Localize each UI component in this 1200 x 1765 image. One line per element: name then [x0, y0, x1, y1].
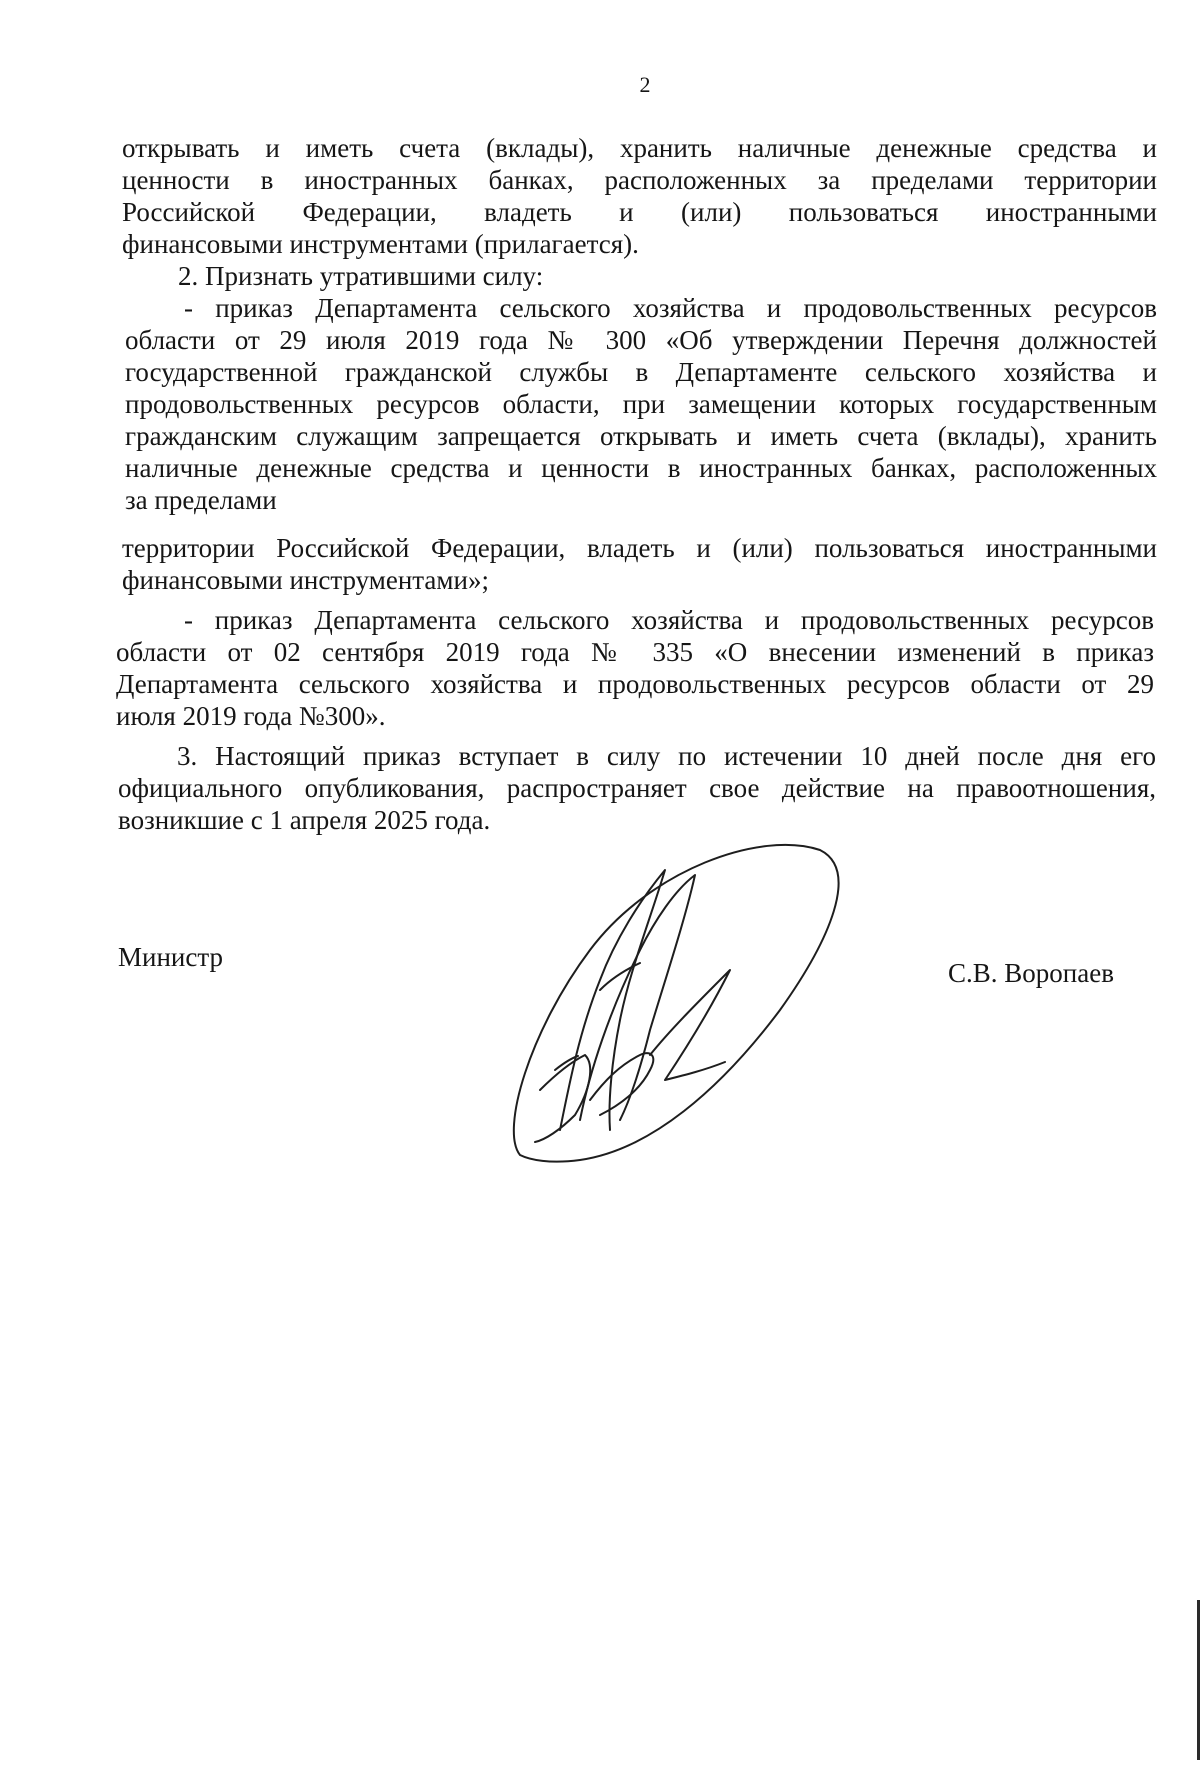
item-2-bullet-1-line-8: территории Российской Федерации, владеть и (или) пользоваться иностранными — [122, 533, 1157, 563]
item-2-bullet-1-line-3: государственной гражданской службы в Департаменте сельского хозяйства и — [125, 357, 1157, 387]
item-3-line-1: 3. Настоящий приказ вступает в силу по истечении 10 дней после дня его — [177, 741, 1156, 771]
paragraph-1-line-1: открывать и иметь счета (вклады), хранить наличные денежные средства и — [122, 133, 1157, 163]
handwritten-signature — [500, 830, 860, 1170]
paragraph-1-line-4: финансовыми инструментами (прилагается). — [122, 229, 639, 259]
item-2-bullet-1-line-7: за пределами — [125, 485, 277, 515]
item-2-bullet-2-line-4: июля 2019 года №300». — [116, 701, 386, 731]
item-2-bullet-1-line-5: гражданским служащим запрещается открывать и иметь счета (вклады), хранить — [125, 421, 1157, 451]
item-2-bullet-1-line-9: финансовыми инструментами»; — [122, 565, 489, 595]
item-2-bullet-1-line-6: наличные денежные средства и ценности в иностранных банках, расположенных — [125, 453, 1157, 483]
item-2-bullet-1-line-2: области от 29 июля 2019 года № 300 «Об утверждении Перечня должностей — [125, 325, 1157, 355]
item-3-line-2: официального опубликования, распространяет свое действие на правоотношения, — [118, 773, 1156, 803]
paragraph-1-line-3: Российской Федерации, владеть и (или) пользоваться иностранными — [122, 197, 1157, 227]
signer-position-title: Министр — [118, 942, 223, 972]
item-2-heading: 2. Признать утратившими силу: — [178, 261, 544, 291]
item-2-bullet-1-line-4: продовольственных ресурсов области, при замещении которых государственным — [125, 389, 1157, 419]
paragraph-1-line-2: ценности в иностранных банках, расположенных за пределами территории — [122, 165, 1157, 195]
page-number: 2 — [639, 72, 651, 97]
item-3-line-3: возникшие с 1 апреля 2025 года. — [118, 805, 491, 835]
item-2-bullet-2-line-2: области от 02 сентября 2019 года № 335 «О внесении изменений в приказ — [116, 637, 1154, 667]
item-2-bullet-2-line-1: - приказ Департамента сельского хозяйства и продовольственных ресурсов — [184, 605, 1154, 635]
item-2-bullet-2-line-3: Департамента сельского хозяйства и продовольственных ресурсов области от 29 — [116, 669, 1154, 699]
item-2-bullet-1-line-1: - приказ Департамента сельского хозяйства и продовольственных ресурсов — [184, 293, 1157, 323]
signer-name: С.В. Воропаев — [948, 958, 1114, 988]
